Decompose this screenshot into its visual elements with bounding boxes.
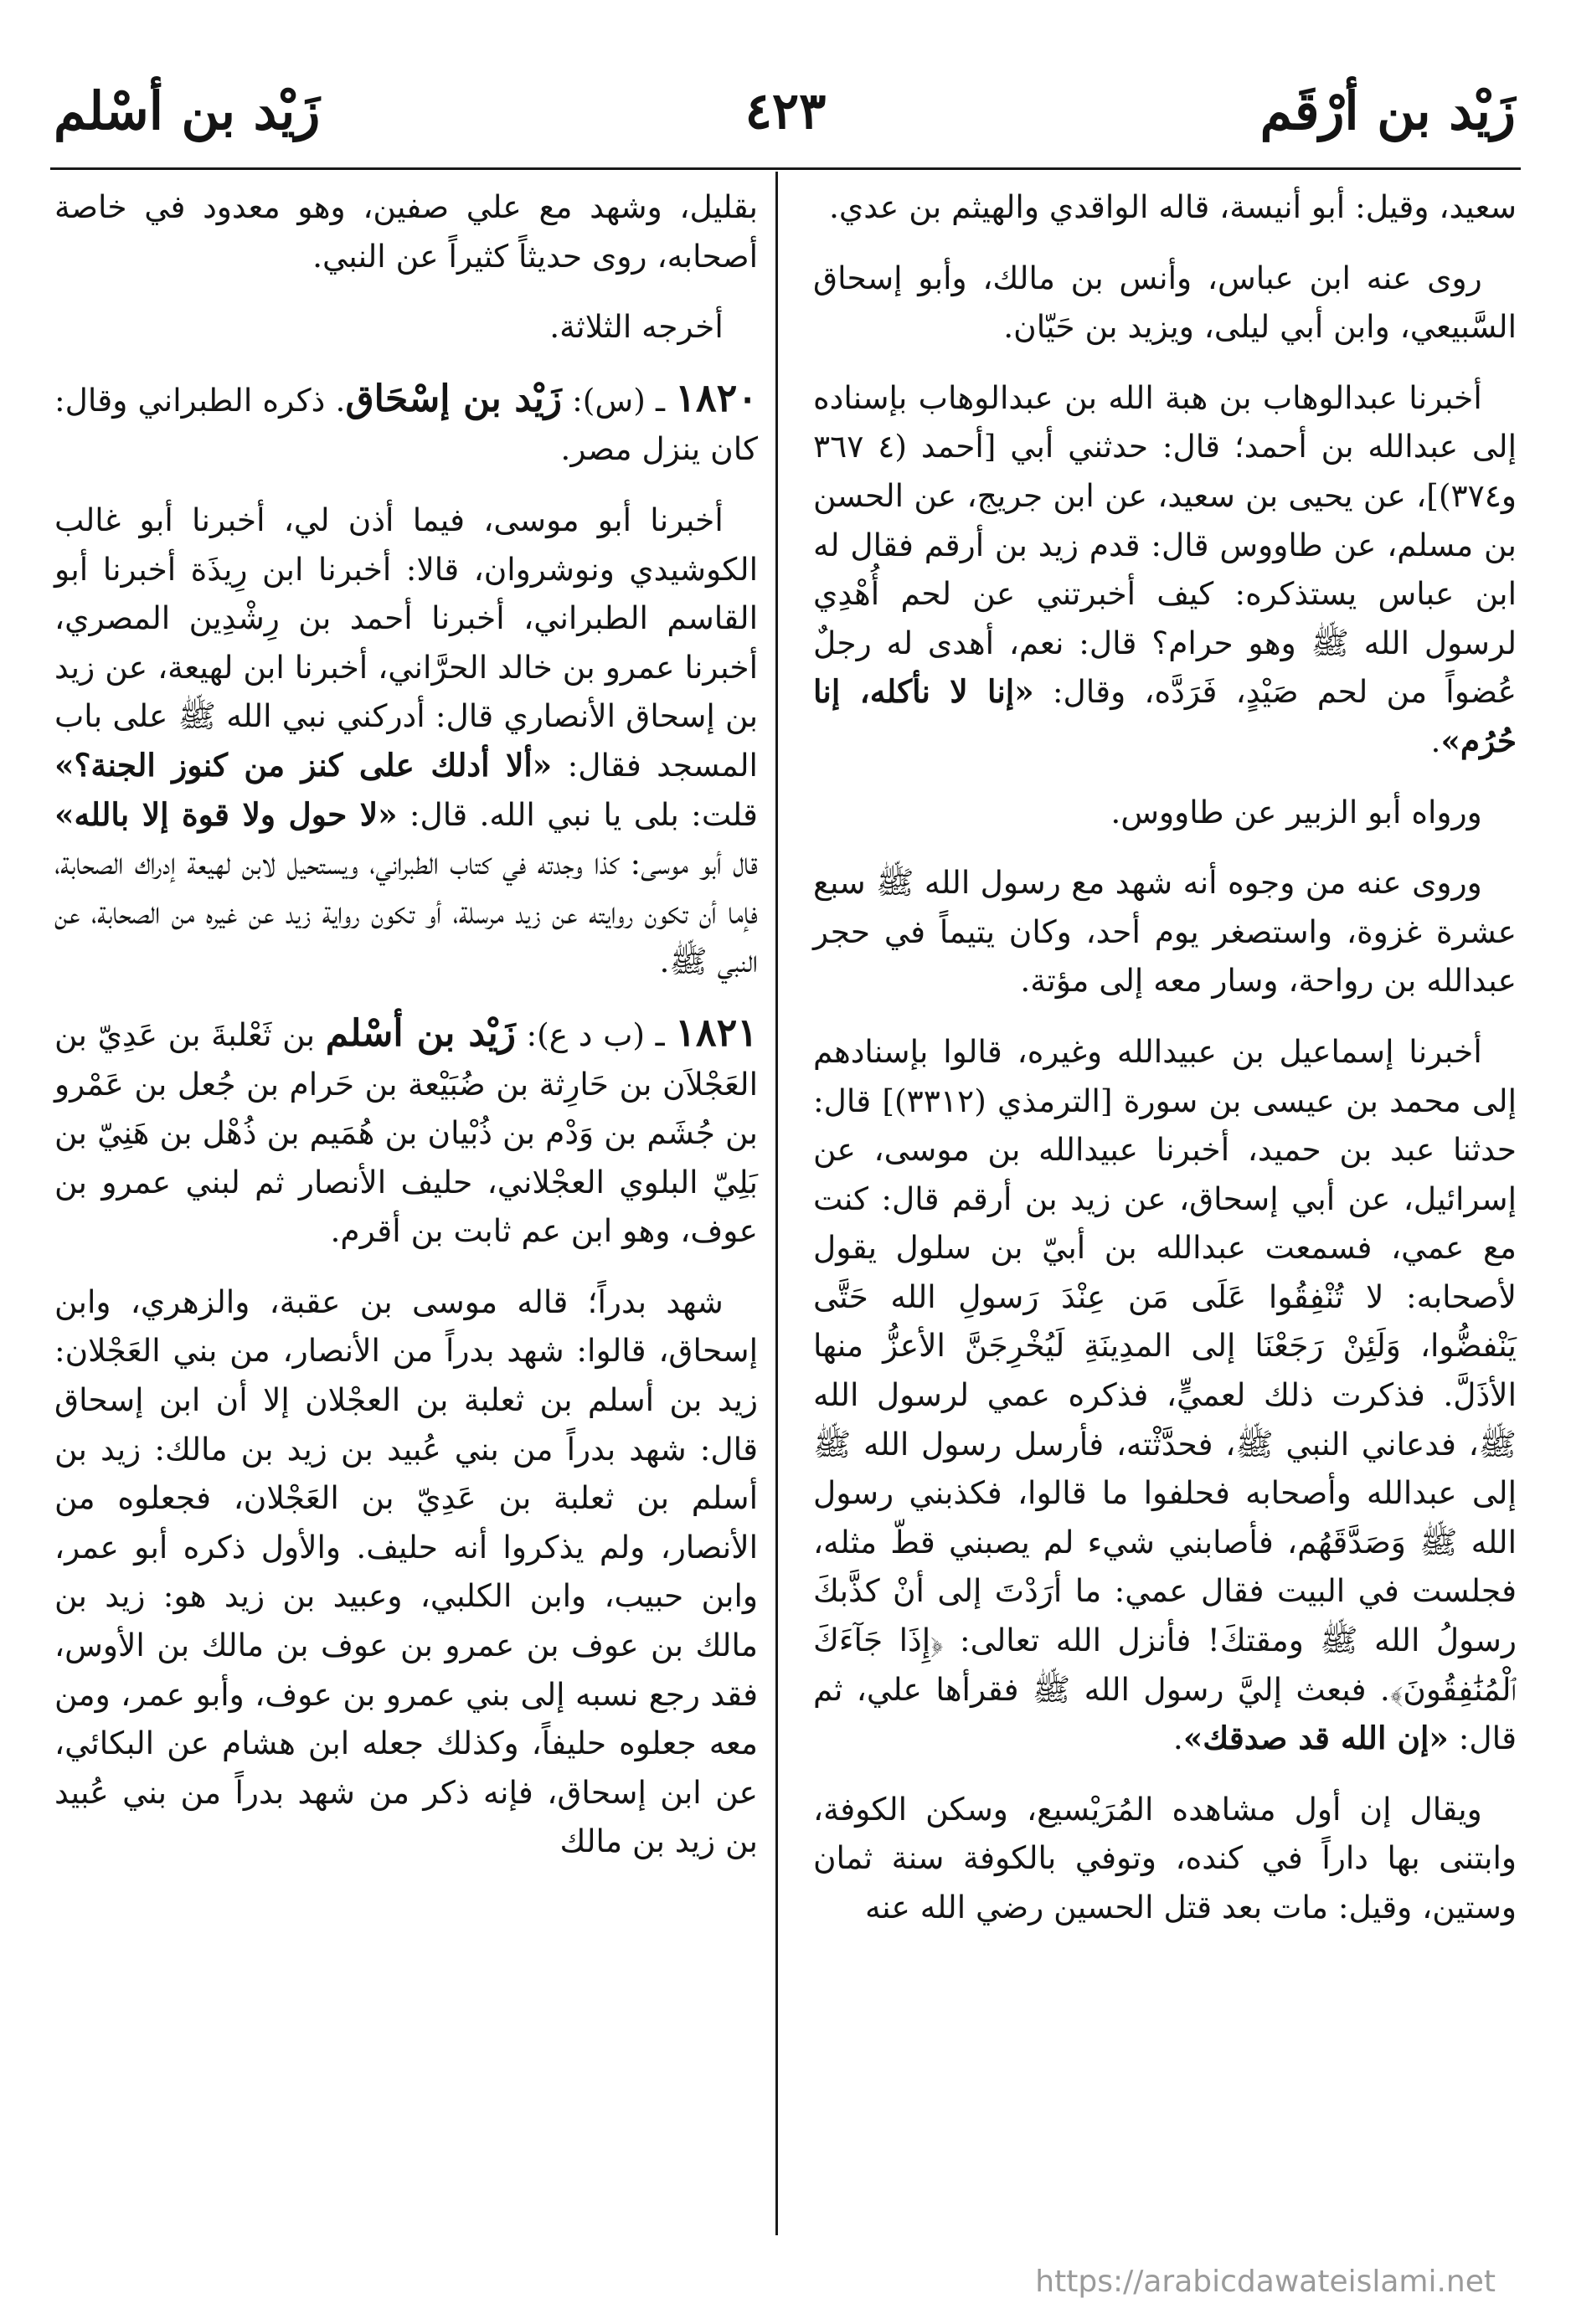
paragraph-text: أخبرنا عبدالوهاب بن هبة الله بن عبدالوهاب بإسناده إلى عبدالله بن أحمد؛ قال: حدثني أبي [أحمد (٤ ٣٦٧ و٣٧٤)]، عن يحيى بن سعيد، عن ابن جريج، عن الحسن بن مسلم، عن طاووس قال: قدم زيد بن أرقم فقال له ابن عباس يستذكره: كيف أخبرتني عن لحم أُهْدِي لرسول الله ﷺ وهو حرام؟ قال: نعم، أهدى له رجلٌ عُضواً من لحم صَيْدٍ، فَرَدَّه، وقال: bbox=[813, 378, 1517, 711]
entry-number: ١٨٢١ bbox=[675, 1009, 758, 1055]
page-header bbox=[50, 74, 1521, 166]
paragraph: ويقال إن أول مشاهده المُرَيْسيع، وسكن الكوفة، وابتنى بها داراً في كنده، وتوفي بالكوفة سنة ثمان وستين، وقيل: مات بعد قتل الحسين رضي الله عنه bbox=[813, 1790, 1517, 1926]
paragraph: بقليل، وشهد مع علي صفين، وهو معدود في خاصة أصحابه، روى حديثاً كثيراً عن النبي. bbox=[54, 188, 758, 275]
paragraph-text: قلت: بلى يا نبي الله. قال: bbox=[397, 795, 758, 833]
watermark-url: https://arabicdawateislami.net bbox=[1035, 2265, 1496, 2299]
paragraph bbox=[813, 373, 1517, 766]
hadith-quote: «إن الله قد صدقك» bbox=[1182, 1720, 1449, 1757]
entry-text: بن ثَعْلبةَ بن عَدِيّ بن العَجْلاَن بن حَارِثة بن ضُبَيْعة بن حَرام بن جُعل بن عَمْرو بن جُشَم بن وَدْم بن ذُبْيان بن هُمَيم بن ذُهْل بن هَنِيّ بن بَلِيّ البلوي العجْلاني، حليف الأنصار ثم لبني عمرو بن عوف، وهو ابن عم ثابت بن أقرم. bbox=[54, 1015, 758, 1250]
entry-text: . ذكره الطبراني وقال: كان ينزل مصر. bbox=[54, 381, 758, 468]
hadith-quote: «لا حول ولا قوة إلا بالله» bbox=[54, 795, 398, 833]
right-column bbox=[813, 183, 1517, 1954]
header-rule bbox=[50, 167, 1521, 170]
column-divider bbox=[775, 172, 778, 2235]
paragraph-text: أخبرنا أبو موسى، فيما أذن لي، أخبرنا أبو غالب الكوشيدي ونوشروان، قالا: أخبرنا ابن رِيذَة أخبرنا أبو القاسم الطبراني، أخبرنا أحمد بن رِشْدِين المصري، أخبرنا عمرو بن خالد الحرَّاني، أخبرنا ابن لهيعة، عن زيد بن إسحاق الأنصاري قال: أدركني نبي الله ﷺ على باب المسجد فقال: bbox=[54, 501, 758, 784]
hadith-quote: «إنا لا نأكله، إنا حُرُم» bbox=[813, 673, 1517, 759]
entry-code: ـ (ب د ع): bbox=[515, 1015, 676, 1053]
running-head-left: زَيْد بن أسْلم bbox=[54, 80, 321, 141]
paragraph: شهد بدراً؛ قاله موسى بن عقبة، والزهري، وابن إسحاق، قالوا: شهد بدراً من الأنصار، من بني العَجْلان: زيد بن أسلم بن ثعلبة بن العجْلان إلا أن ابن إسحاق قال: شهد بدراً من بني عُبيد بن زيد بن مالك: زيد بن أسلم بن ثعلبة بن عَدِيّ بن العَجْلان، فجعلوه من الأنصار، ولم يذكروا أنه حليف. والأول ذكره أبو عمر، وابن حبيب، وابن الكلبي، وعبيد بن زيد هو: زيد بن مالك بن عوف بن عمرو بن عوف بن مالك بن الأوس، فقد رجع نسبه إلى بني عمرو بن عوف، وأبو عمر، ومن معه جعلوه حليفاً، وكذلك جعله ابن هشام عن البكائي، عن ابن إسحاق، فإنه ذكر من شهد بدراً من بني عُبيد بن زيد بن مالك bbox=[54, 1283, 758, 1860]
paragraph-text: . bbox=[1172, 1720, 1183, 1757]
entry-name: زَيْد بن أسْلم bbox=[325, 1011, 516, 1055]
paragraph: وروى عنه من وجوه أنه شهد مع رسول الله ﷺ سبع عشرة غزوة، واستصغر يوم أحد، وكان يتيماً في حجر عبدالله بن رواحة، وسار معه إلى مؤتة. bbox=[813, 864, 1517, 1000]
hadith-quote: «ألا أدلك على كنز من كنوز الجنة؟» bbox=[54, 746, 553, 784]
running-head-right: زَيْد بن أرْقَم bbox=[1259, 80, 1516, 141]
entry-number: ١٨٢٠ bbox=[675, 374, 758, 420]
paragraph: سعيد، وقيل: أبو أنيسة، قاله الواقدي والهيثم بن عدي. bbox=[828, 188, 1517, 225]
paragraph-text: قال أبو موسى: كذا وجدته في كتاب الطبراني، ويستحيل لابن لهيعة إدراك الصحابة، فإما أن تكون روايته عن زيد مرسلة، أو تكون رواية زيد عن غيره من الصحابة، عن النبي ﷺ. bbox=[54, 845, 758, 980]
page-number: ٤٢٣ bbox=[744, 82, 827, 141]
paragraph bbox=[54, 496, 758, 986]
paragraph: أخرجه الثلاثة. bbox=[549, 308, 724, 346]
entry-1821 bbox=[54, 1008, 758, 1256]
paragraph-text: . bbox=[1430, 722, 1441, 759]
paragraph bbox=[813, 1027, 1517, 1763]
entry-1820 bbox=[54, 373, 758, 474]
paragraph: ورواه أبو الزبير عن طاووس. bbox=[1110, 793, 1482, 830]
entry-name: زَيْد بن إسْحَاق bbox=[345, 377, 562, 420]
entry-code: ـ (س): bbox=[561, 381, 676, 419]
paragraph: روى عنه ابن عباس، وأنس بن مالك، وأبو إسحاق السَّبيعي، وابن أبي ليلى، ويزيد بن حَيّان. bbox=[813, 259, 1517, 346]
paragraph-text: أخبرنا إسماعيل بن عبيدالله وغيره، قالوا بإسنادهم إلى محمد بن عيسى بن سورة [الترمذي (٣٣١٢)] قال: حدثنا عبد بن حميد، أخبرنا عبيدالله بن موسى، عن إسرائيل، عن أبي إسحاق، عن زيد بن أرقم قال: كنت مع عمي، فسمعت عبدالله بن أبيّ بن سلول يقول لأصحابه: لا تُنْفِقُوا عَلَى مَن عِنْدَ رَسولِ الله حَتَّى يَنْفضُّوا، وَلَئِنْ رَجَعْنَا إلى المدِينَةِ لَيُخْرِجَنَّ الأعزُّ منها الأذَلَّ. فذكرت ذلك لعميٍّ، فذكره عمي لرسول الله ﷺ، فدعاني النبي ﷺ، فحدَّثْته، فأرسل رسول الله ﷺ إلى عبدالله وأصحابه فحلفوا ما قالوا، فكذبني رسول الله ﷺ وَصَدَّقَهُم، فأصابني شيء لم يصبني قطّ مثله، فجلست في البيت فقال عمي: ما أرَدْتَ إلى أنْ كذَّبكَ رسولُ الله ﷺ ومقتكَ! فأنزل الله تعالى: ﴿إِذَا جَآءَكَ ٱلْمُنَٰفِقُونَ﴾. فبعث إليَّ رسول الله ﷺ فقرأها علي، ثم قال: bbox=[813, 1032, 1517, 1757]
left-column bbox=[54, 183, 758, 1888]
